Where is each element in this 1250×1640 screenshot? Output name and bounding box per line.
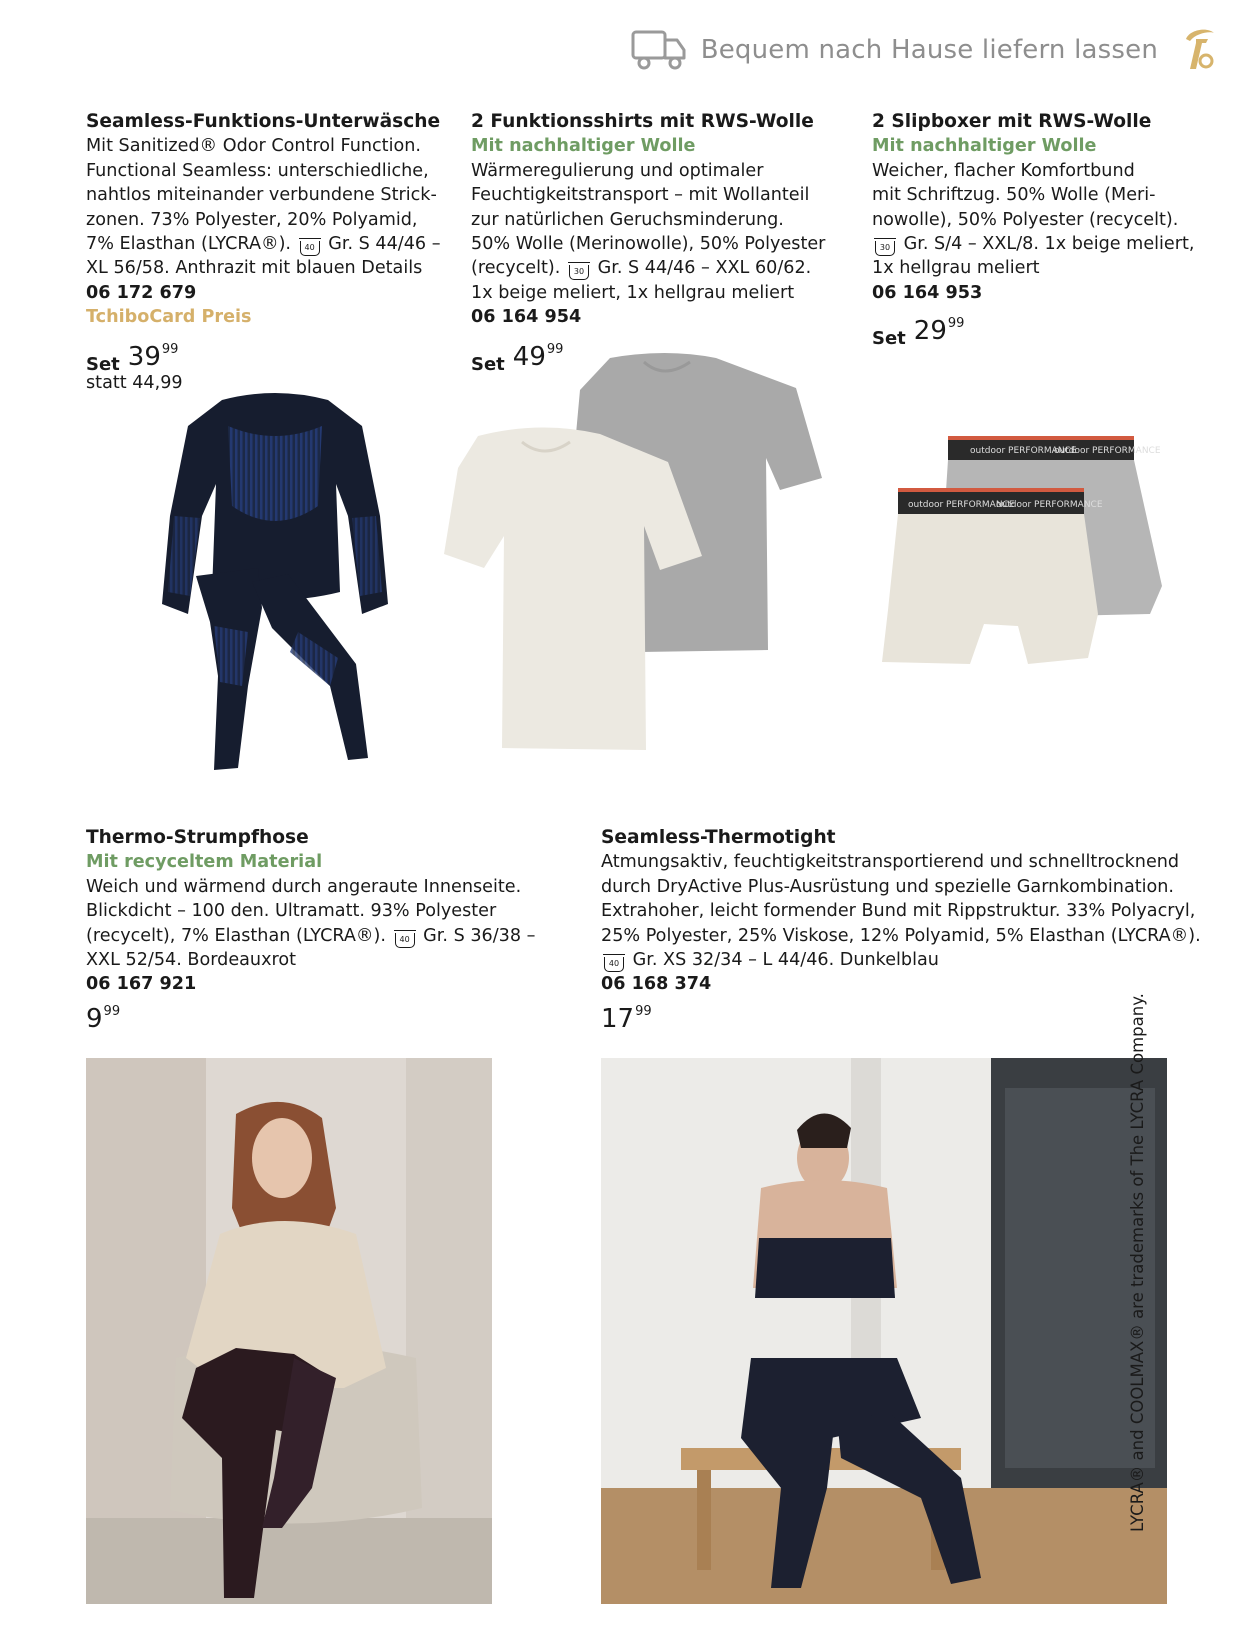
product-description-line <box>86 924 535 948</box>
article-number: 06 164 954 <box>471 307 582 328</box>
product-description-line <box>86 232 441 256</box>
product-description-line: zur natürlichen Geruchsminderung. <box>471 209 784 230</box>
product-description-line: Feuchtigkeitstransport – mit Wollanteil <box>471 185 810 206</box>
article-number: 06 167 921 <box>86 974 197 995</box>
price <box>872 316 964 349</box>
product-description-line: nowolle), 50% Polyester (recycelt). <box>872 209 1179 230</box>
description-text: 7% Elasthan (LYCRA®). <box>86 234 292 255</box>
wash-icon: 40 <box>395 933 415 948</box>
wash-icon: 30 <box>875 241 895 256</box>
product-description-line: 50% Wolle (Merinowolle), 50% Polyester <box>471 234 826 255</box>
waistband-text: outdoor PERFORMANCE <box>996 500 1103 510</box>
price-cents: 99 <box>947 316 965 331</box>
size-text: Gr. S 44/46 – XXL 60/62. <box>597 258 812 279</box>
thermo-tights-photo <box>86 1058 492 1604</box>
product-description-line: nahtlos miteinander verbundene Strick- <box>86 185 437 206</box>
header-slogan: Bequem nach Hause liefern lassen <box>700 35 1158 65</box>
product-title: 2 Funktionsshirts mit RWS-Wolle <box>471 111 814 132</box>
product-description-line <box>601 948 1201 972</box>
product-description-line: 25% Polyester, 25% Viskose, 12% Polyamid, 5% Elasthan (LYCRA®). <box>601 925 1201 946</box>
product-subtitle: Mit nachhaltiger Wolle <box>471 136 696 157</box>
product-description-line: XXL 52/54. Bordeauxrot <box>86 950 296 971</box>
product-description-line: Atmungsaktiv, feuchtigkeitstransportierend und schnelltrocknend <box>601 852 1180 873</box>
product-description-line: Functional Seamless: unterschiedliche, <box>86 160 429 181</box>
price <box>601 1004 652 1034</box>
wash-icon: 30 <box>569 265 589 280</box>
description-text: (recycelt), 7% Elasthan (LYCRA®). <box>86 925 386 946</box>
price-main: 17 <box>601 1004 635 1034</box>
product-description-line: 1x hellgrau meliert <box>872 258 1040 279</box>
price-main: 9 <box>86 1004 103 1034</box>
price-set-label: Set <box>86 354 120 375</box>
article-number: 06 168 374 <box>601 974 712 995</box>
product-slipboxer <box>872 110 1194 305</box>
product-title: 2 Slipboxer mit RWS-Wolle <box>872 111 1152 132</box>
price-cents: 99 <box>103 1004 121 1019</box>
product-title: Seamless-Thermotight <box>601 827 836 848</box>
product-description-line: Wärmeregulierung und optimaler <box>471 160 764 181</box>
old-price: statt 44,99 <box>86 373 183 393</box>
page-header <box>631 22 1220 78</box>
product-functional-shirts <box>471 110 825 330</box>
thermal-underwear-image <box>130 386 420 786</box>
product-seamless-underwear <box>86 110 441 330</box>
product-description-line: Mit Sanitized® Odor Control Function. <box>86 136 421 157</box>
price-cents: 99 <box>635 1004 652 1019</box>
product-description-line: Blickdicht – 100 den. Ultramatt. 93% Polyester <box>86 901 497 922</box>
price-main: 39 <box>127 342 161 372</box>
price <box>86 342 178 375</box>
price <box>86 1004 120 1034</box>
description-text: (recycelt). <box>471 258 561 279</box>
product-thermo-tights <box>86 826 535 997</box>
article-number: 06 172 679 <box>86 282 197 303</box>
product-description-line: Extrahoher, leicht formender Bund mit Rippstruktur. 33% Polyacryl, <box>601 901 1196 922</box>
functional-shirts-image <box>440 350 860 750</box>
product-description-line: 1x beige meliert, 1x hellgrau meliert <box>471 282 795 303</box>
size-text: Gr. S 44/46 – <box>328 234 441 255</box>
product-description-line: durch DryActive Plus-Ausrüstung und spezielle Garnkombination. <box>601 876 1175 897</box>
size-text: Gr. XS 32/34 – L 44/46. Dunkelblau <box>632 950 939 971</box>
tchibo-logo[interactable] <box>1180 25 1220 75</box>
waistband-text: outdoor PERFORMANCE <box>908 500 1015 510</box>
product-title: Thermo-Strumpfhose <box>86 827 309 848</box>
price-cents: 99 <box>161 342 179 357</box>
product-subtitle: Mit recyceltem Material <box>86 852 323 873</box>
product-description-line <box>872 232 1194 256</box>
trademark-text: LYCRA® and COOLMAX® are trademarks of The LYCRA Company. <box>1128 993 1147 1532</box>
price-main: 49 <box>512 342 546 372</box>
article-number: 06 164 953 <box>872 282 983 303</box>
price-set-label: Set <box>872 328 906 349</box>
product-description-line <box>471 256 825 280</box>
product-description-line: XL 56/58. Anthrazit mit blauen Details <box>86 258 423 279</box>
product-seamless-thermotight <box>601 826 1201 997</box>
waistband-text: outdoor PERFORMANCE <box>970 446 1077 456</box>
product-subtitle: Mit nachhaltiger Wolle <box>872 136 1097 157</box>
price-main: 29 <box>913 316 947 346</box>
tchibocard-label: TchiboCard Preis <box>86 307 252 328</box>
waistband-text: outdoor PERFORMANCE <box>1054 446 1161 456</box>
product-description-line: Weich und wärmend durch angeraute Innenseite. <box>86 876 522 897</box>
product-description-line: mit Schriftzug. 50% Wolle (Meri- <box>872 185 1156 206</box>
price-set-label: Set <box>471 354 505 375</box>
trademark-note <box>1127 993 1151 1532</box>
product-description-line: zonen. 73% Polyester, 20% Polyamid, <box>86 209 418 230</box>
slipboxer-image <box>878 434 1168 674</box>
price-cents: 99 <box>546 342 564 357</box>
wash-icon: 40 <box>604 957 624 972</box>
truck-icon <box>631 28 687 72</box>
size-text: Gr. S/4 – XXL/8. 1x beige meliert, <box>903 234 1195 255</box>
wash-icon: 40 <box>300 241 320 256</box>
product-description-line: Weicher, flacher Komfortbund <box>872 160 1135 181</box>
seamless-thermotight-photo <box>601 1058 1167 1604</box>
product-title: Seamless-Funktions-Unterwäsche <box>86 111 441 132</box>
size-text: Gr. S 36/38 – <box>423 925 536 946</box>
